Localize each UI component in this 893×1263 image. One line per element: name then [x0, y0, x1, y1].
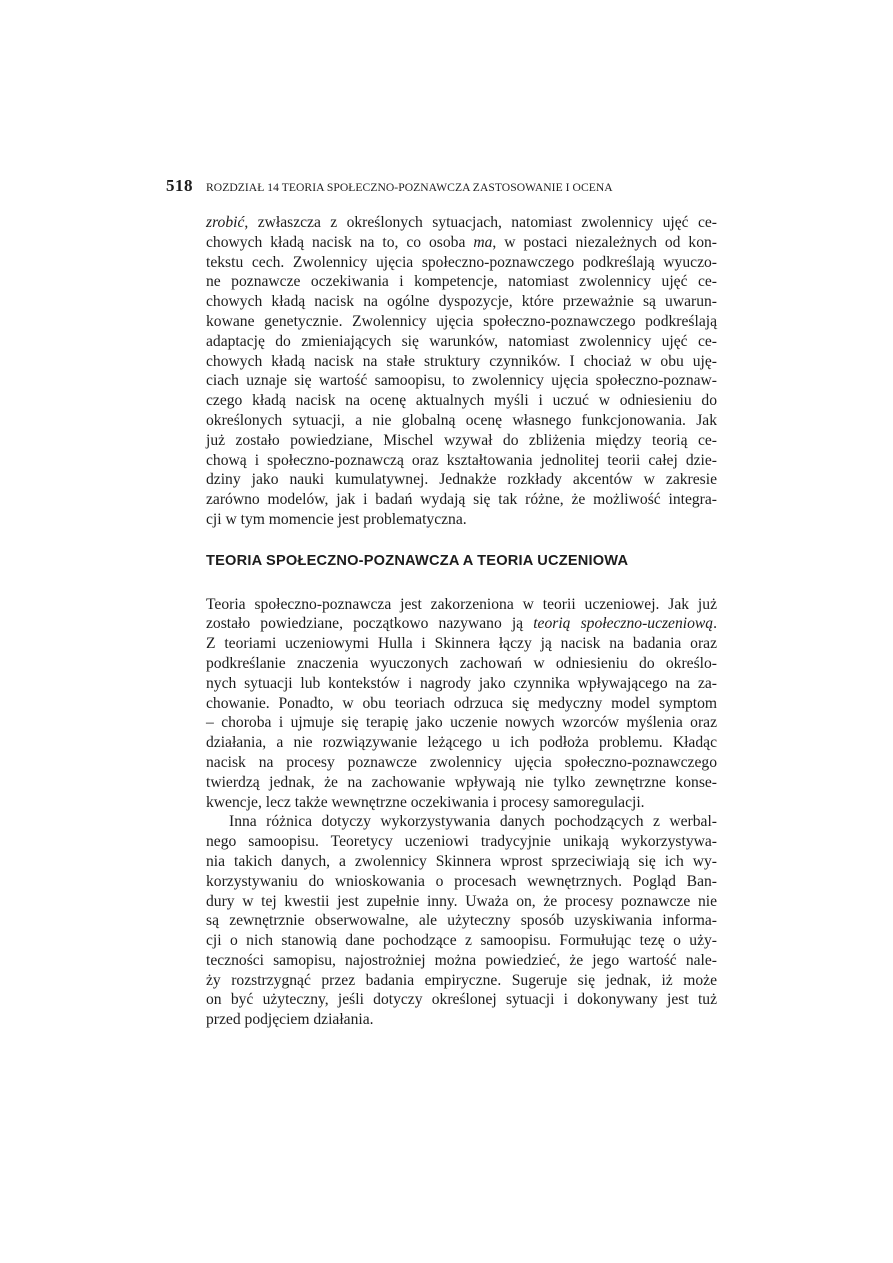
paragraph-comparison — [206, 213, 717, 530]
line-text: przed podjęciem działania. — [206, 1011, 374, 1029]
text-line — [206, 332, 717, 352]
page-number: 518 — [166, 176, 193, 195]
text-line — [206, 713, 717, 733]
line-text: chowych kładą nacisk na stałe struktury czynników. I chociaż w obu uję- — [206, 352, 717, 370]
running-title: ROZDZIAŁ 14 TEORIA SPOŁECZNO-POZNAWCZA ZASTOSOWANIE I OCENA — [206, 181, 613, 194]
text-line — [206, 431, 717, 451]
text-line — [206, 352, 717, 372]
line-text: on być użyteczny, jeśli dotyczy określonej sytuacji i dokonywany jest tuż — [206, 991, 717, 1009]
text-line — [206, 793, 717, 813]
line-text: korzystywaniu do wnioskowania o procesach wewnętrznych. Pogląd Ban- — [206, 872, 717, 890]
line-text: ne poznawcze oczekiwania i kompetencje, natomiast zwolennicy ujęć ce- — [206, 273, 717, 291]
line-text: , zwłaszcza z określonych sytuacjach, natomiast zwolennicy ujęć ce- — [244, 214, 717, 231]
paragraph-self-report — [206, 812, 717, 1030]
text-line — [206, 773, 717, 793]
line-text: chowanie. Ponadto, w obu teoriach odrzuca się medyczny model symptom — [206, 694, 717, 712]
line-text: tekstu cech. Zwolennicy ujęcia społeczno-poznawczego podkreślają wyuczo- — [206, 253, 717, 271]
line-text: chowych kładą nacisk na to, co osoba — [206, 233, 474, 251]
text-line — [206, 272, 717, 292]
text-line — [206, 911, 717, 931]
line-text: są zewnętrznie obserwowalne, ale użyteczny sposób uzyskiwania informa- — [206, 912, 717, 930]
line-text: dziny jako nauki kumulatywnej. Jednakże rozkłady akcentów w zakresie — [206, 471, 717, 489]
italic-term: ma — [473, 233, 493, 251]
text-line — [206, 595, 717, 615]
italic-term: teorią społeczno-uczeniową — [533, 615, 714, 633]
line-text: określonych sytuacji, a nie globalną ocenę własnego funkcjonowania. Jak — [206, 411, 717, 429]
text-line — [206, 892, 717, 912]
line-text: nacisk na procesy poznawcze zwolennicy ujęcia społeczno-poznawczego — [206, 753, 717, 771]
line-text: cji w tym momencie jest problematyczna. — [206, 510, 467, 528]
text-line — [206, 253, 717, 273]
text-line — [206, 510, 717, 530]
text-line — [206, 674, 717, 694]
line-text: Teoria społeczno-poznawcza jest zakorzeniona w teorii uczeniowej. Jak już — [206, 595, 717, 613]
line-text: chowych kładą nacisk na ogólne dyspozycje, które przeważnie są uwarun- — [206, 293, 717, 311]
paragraph-learning-theory — [206, 595, 717, 813]
text-line — [206, 292, 717, 312]
line-text: nego samoopisu. Teoretycy uczeniowi tradycyjnie unikają wykorzystywa- — [206, 833, 717, 851]
text-line — [206, 951, 717, 971]
line-text: adaptację do zmieniających się warunków, natomiast zwolennicy ujęć ce- — [206, 332, 717, 350]
line-text: dury w tej kwestii jest zupełnie inny. Uważa on, że procesy poznawcze nie — [206, 892, 717, 910]
line-text: już zostało powiedziane, Mischel wzywał do zbliżenia między teorią ce- — [206, 431, 717, 449]
italic-term: zrobić — [206, 214, 245, 231]
text-line — [206, 872, 717, 892]
line-text: twierdzą jednak, że na zachowanie wpływają nie tylko zewnętrzne konse- — [206, 773, 717, 791]
text-line — [206, 990, 717, 1010]
text-line — [206, 490, 717, 510]
text-line — [206, 213, 717, 233]
page-body — [206, 213, 717, 1030]
line-text: cji o nich stanowią dane pochodzące z samoopisu. Formułując tezę o uży- — [206, 932, 717, 950]
text-line — [206, 694, 717, 714]
line-text: , w postaci niezależnych od kon- — [492, 233, 717, 251]
line-text: chową i społeczno-poznawczą oraz kształtowania jednolitej teorii całej dzie- — [206, 451, 717, 469]
text-line — [206, 753, 717, 773]
line-text: działania, a nie rozwiązywanie leżącego u ich podłoża problemu. Kładąc — [206, 734, 717, 752]
line-text: . — [713, 615, 718, 633]
line-text: Inna różnica dotyczy wykorzystywania danych pochodzących z werbal- — [229, 813, 717, 831]
text-line — [206, 971, 717, 991]
running-head — [166, 176, 706, 196]
line-text: teczności samopisu, najostrożniej można powiedzieć, że jego wartość nale- — [206, 951, 717, 969]
line-text: kwencje, lecz także wewnętrzne oczekiwania i procesy samoregulacji. — [206, 793, 645, 811]
text-line — [206, 411, 717, 431]
text-line — [206, 233, 717, 253]
text-line — [206, 451, 717, 471]
line-text: czego kładą nacisk na ocenę aktualnych myśli i uczuć w odniesieniu do — [206, 392, 717, 410]
text-line — [206, 312, 717, 332]
line-text: – choroba i ujmuje się terapię jako uczenie nowych wzorców myślenia oraz — [206, 714, 717, 732]
line-text: zostało powiedziane, początkowo nazywano ją — [206, 615, 534, 633]
line-text: zarówno modelów, jak i badań wydają się tak różne, że możliwość integra- — [206, 491, 717, 509]
text-line — [206, 371, 717, 391]
text-line — [206, 832, 717, 852]
line-text: nia takich danych, a zwolennicy Skinnera wprost sprzeciwiają się ich wy- — [206, 852, 717, 870]
text-line — [206, 852, 717, 872]
line-text: ży rozstrzygnąć przez badania empiryczne. Sugeruje się jednak, iż może — [206, 971, 717, 989]
text-line — [206, 634, 717, 654]
line-text: podkreślanie znaczenia wyuczonych zachowań w odniesieniu do określo- — [206, 654, 717, 672]
line-text: nych sytuacji lub kontekstów i nagrody jako czynnika wpływającego na za- — [206, 674, 717, 692]
section-heading: TEORIA SPOŁECZNO-POZNAWCZA A TEORIA UCZENIOWA — [206, 552, 629, 569]
text-line — [206, 1010, 717, 1030]
text-line — [206, 470, 717, 490]
text-line — [206, 931, 717, 951]
text-line — [206, 614, 717, 634]
text-line — [206, 654, 717, 674]
text-line — [206, 812, 717, 832]
line-text: ciach uznaje się wartość samoopisu, to zwolennicy ujęcia społeczno-poznaw- — [206, 372, 717, 390]
text-line — [206, 391, 717, 411]
line-text: Z teoriami uczeniowymi Hulla i Skinnera łączy ją nacisk na badania oraz — [206, 635, 717, 653]
line-text: kowane genetycznie. Zwolennicy ujęcia społeczno-poznawczego podkreślają — [206, 312, 717, 330]
text-line — [206, 733, 717, 753]
